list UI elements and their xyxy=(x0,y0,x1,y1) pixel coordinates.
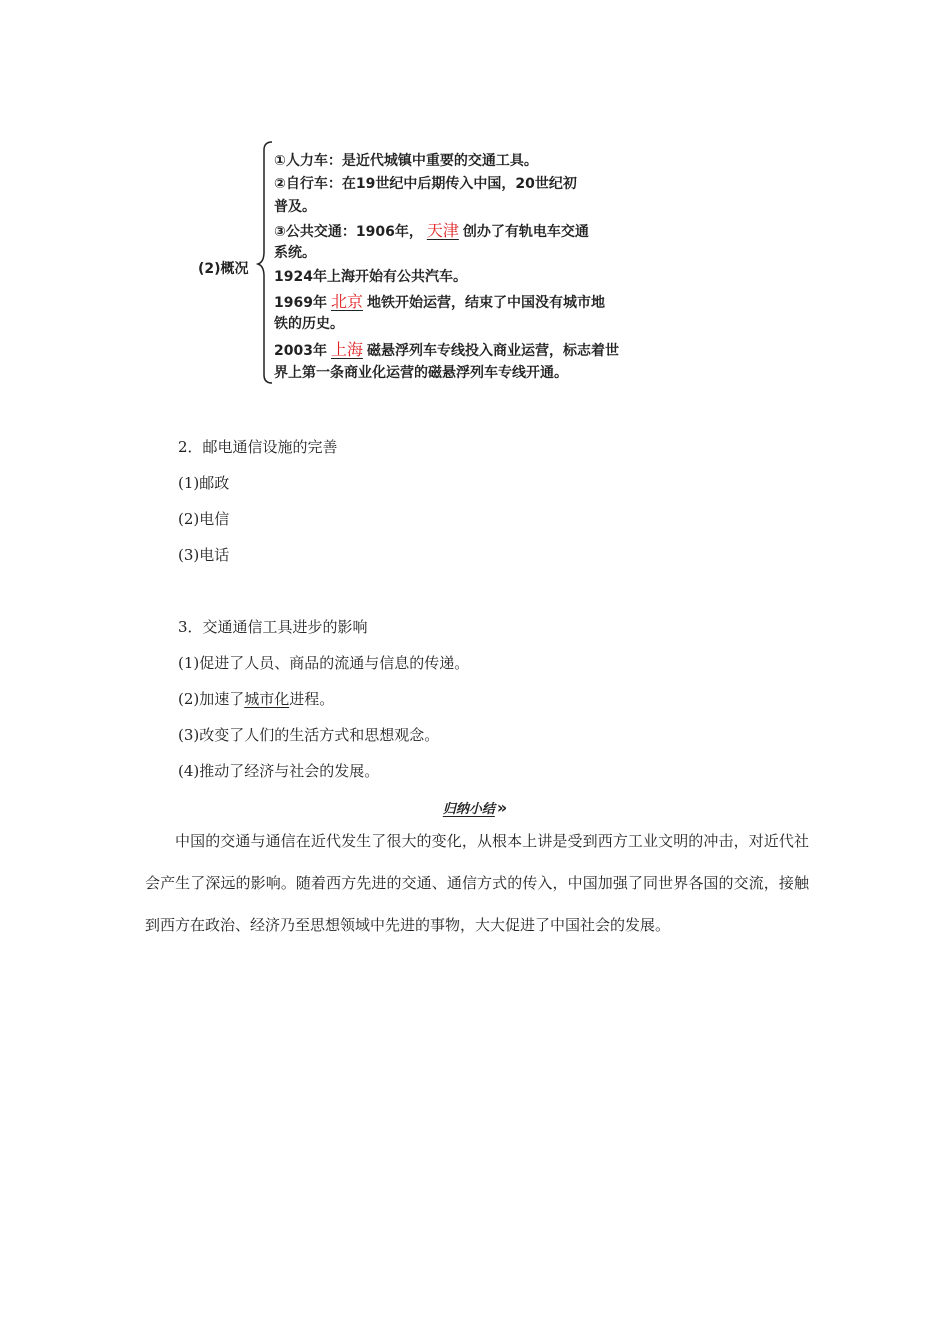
summary-title-text: 归纳小结 xyxy=(442,802,495,817)
diagram-line-4-post: 创办了有轨电车交通 xyxy=(462,224,589,240)
diagram-line-7-post: 地铁开始运营，结束了中国没有城市地 xyxy=(366,295,605,311)
fill-blank-beijing: 北京 xyxy=(330,292,363,311)
section3-item-2 xyxy=(178,688,334,709)
diagram-line-10: 界上第一条商业化运营的磁悬浮列车专线开通。 xyxy=(274,365,568,381)
section3-item-3: (3)改变了人们的生活方式和思想观念。 xyxy=(178,726,440,744)
section2-heading: 2．邮电通信设施的完善 xyxy=(178,438,338,456)
fill-blank-tianjin: 天津 xyxy=(426,221,459,240)
section2-item-2: (2)电信 xyxy=(178,510,230,528)
diagram-line-5: 系统。 xyxy=(274,245,316,261)
section3-item-2-pre: (2)加速了 xyxy=(178,690,245,708)
diagram-line-3: 普及。 xyxy=(274,199,316,215)
summary-paragraph: 中国的交通与通信在近代发生了很大的变化，从根本上讲是受到西方工业文明的冲击，对近代社会产生了深远的影响。随着西方先进的交通、通信方式的传入，中国加强了同世界各国的交流，接触到西方在政治、经济乃至思想领域中先进的事物，大大促进了中国社会的发展。 xyxy=(145,832,809,934)
diagram-line-7-pre: 1969年 xyxy=(274,295,327,311)
diagram-line-9-pre: 2003年 xyxy=(274,343,327,359)
diagram-line-9-post: 磁悬浮列车专线投入商业运营，标志着世 xyxy=(366,343,619,359)
diagram-line-2: ②自行车：在19世纪中后期传入中国，20世纪初 xyxy=(274,176,577,192)
diagram-line-4 xyxy=(274,219,589,244)
section3-heading: 3．交通通信工具进步的影响 xyxy=(178,618,368,636)
diagram-line-1: ①人力车：是近代城镇中重要的交通工具。 xyxy=(274,153,538,169)
double-chevron-icon: » xyxy=(496,798,508,817)
summary-title xyxy=(0,798,950,817)
diagram-line-8: 铁的历史。 xyxy=(274,316,344,332)
diagram-line-6: 1924年上海开始有公共汽车。 xyxy=(274,269,467,285)
underlined-term: 城市化 xyxy=(244,690,290,708)
section3-item-4: (4)推动了经济与社会的发展。 xyxy=(178,762,380,780)
fill-blank-shanghai: 上海 xyxy=(330,340,363,359)
diagram-line-7 xyxy=(274,290,605,315)
diagram-line-4-pre: ③公共交通：1906年， xyxy=(274,224,423,240)
diagram-line-9 xyxy=(274,338,619,363)
diagram-label: (2)概况 xyxy=(198,261,249,277)
section3-item-1: (1)促进了人员、商品的流通与信息的传递。 xyxy=(178,654,470,672)
section2-item-3: (3)电话 xyxy=(178,546,230,564)
curly-bracket xyxy=(256,140,276,385)
section3-item-2-post: 进程。 xyxy=(289,690,335,708)
section2-item-1: (1)邮政 xyxy=(178,474,230,492)
